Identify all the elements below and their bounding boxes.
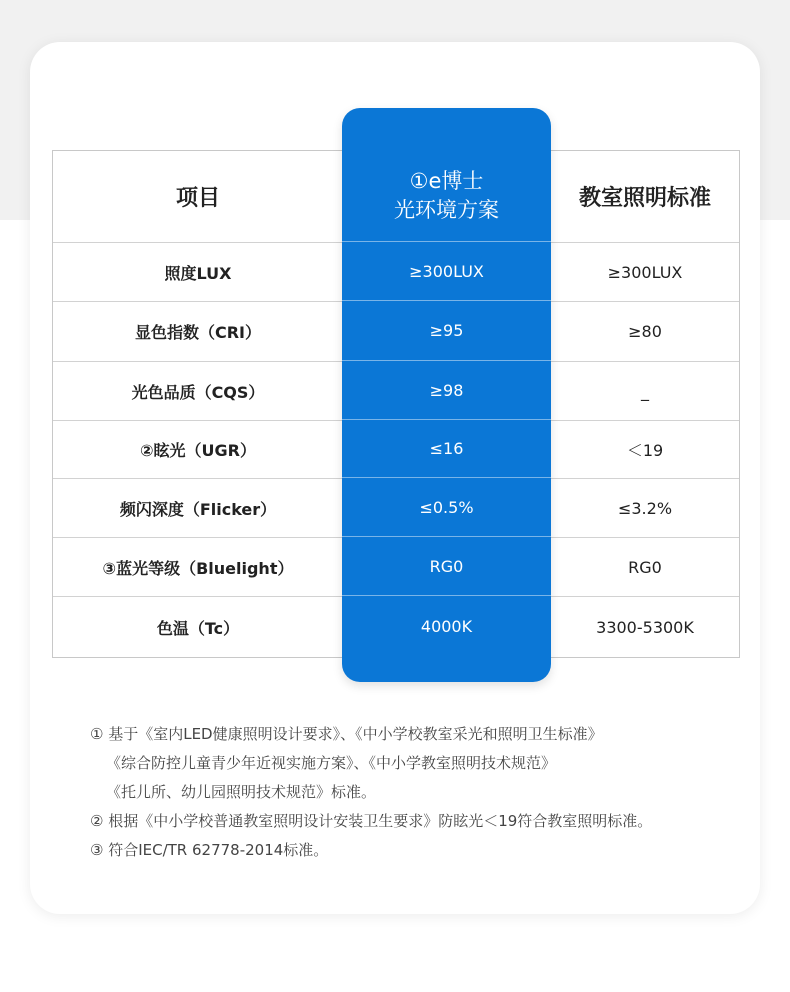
highlight-value: 4000K: [420, 616, 473, 636]
row-standard: _: [641, 381, 649, 401]
footnote-line: 《综合防控儿童青少年近视实施方案》、《中小学教室照明技术规范》: [106, 754, 557, 772]
highlight-header: [342, 150, 551, 242]
highlight-header-line2: 光环境方案: [394, 197, 499, 222]
row-label: 照度LUX: [164, 263, 232, 283]
footnote-line: ③ 符合IEC/TR 62778-2014标准。: [90, 841, 329, 859]
row-label: ②眩光（UGR）: [140, 441, 256, 460]
highlight-value: ≥98: [342, 361, 551, 420]
row-label: 色温（Tc）: [156, 618, 240, 638]
highlight-value: ≥300LUX: [342, 242, 551, 301]
highlight-value: RG0: [342, 537, 551, 596]
row-standard: ＜19: [626, 441, 664, 460]
footnote-line: ② 根据《中小学校普通教室照明设计安装卫生要求》防眩光＜19符合教室照明标准。: [90, 812, 653, 830]
row-label: 光色品质（CQS）: [131, 382, 265, 402]
row-standard: ≤3.2%: [617, 498, 673, 518]
row-standard: ≥300LUX: [607, 262, 683, 282]
highlight-header-line1: ①e博士: [409, 168, 484, 193]
highlight-value: ≥95: [342, 301, 551, 361]
row-label: ③蓝光等级（Bluelight）: [102, 558, 294, 578]
header-standard: 教室照明标准: [578, 186, 711, 211]
footnotes: [90, 720, 730, 865]
footnote-line: ① 基于《室内LED健康照明设计要求》、《中小学校教室采光和照明卫生标准》: [90, 725, 603, 743]
row-standard: 3300-5300K: [596, 617, 694, 637]
row-label: 频闪深度（Flicker）: [119, 499, 277, 519]
row-label: 显色指数（CRI）: [134, 323, 262, 342]
header-item: 项目: [175, 186, 220, 211]
footnote-line: 《托儿所、幼儿园照明技术规范》标准。: [106, 783, 377, 801]
highlight-value: ≤16: [342, 420, 551, 478]
row-standard: RG0: [628, 557, 662, 577]
highlight-column: [342, 108, 551, 682]
highlight-value: ≤0.5%: [342, 478, 551, 537]
row-standard: ≥80: [628, 322, 662, 341]
